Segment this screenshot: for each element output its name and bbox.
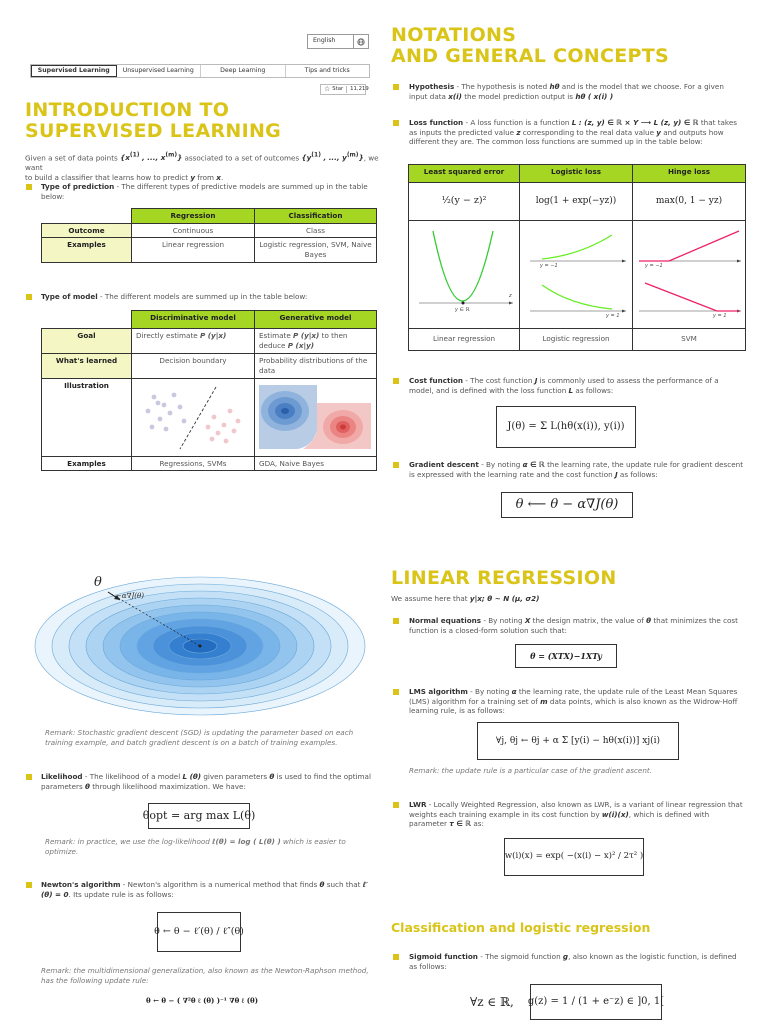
plot-hinge-loss	[633, 221, 746, 329]
cell-linear-regression: Linear regression	[132, 238, 255, 262]
language-selector[interactable]	[307, 34, 369, 49]
page-title	[25, 100, 281, 143]
language-label: English	[313, 37, 336, 45]
label-y-in-r: y ∈ ℝ	[455, 307, 470, 313]
gradient-descent-formula: θ ⟵ θ − α∇J(θ)	[501, 492, 633, 518]
bullet-square	[393, 84, 399, 90]
intro-paragraph: Given a set of data points {$x^{(1)}$ , ..., $x^{(m)}$} associated to a set of outcomes {$y^{(1)}$ , ..., $y^{(m)}$}, we want to build a classifier that learns how to predict y from x.	[25, 152, 379, 182]
model-logistic-regression: Logistic regression	[520, 328, 633, 350]
tab-supervised-learning[interactable]: Supervised Learning	[31, 65, 117, 77]
tab-tips-and-tricks[interactable]: Tips and tricks	[304, 66, 350, 74]
cell-class: Class	[255, 223, 377, 238]
linear-regression-title: LINEAR REGRESSION	[391, 567, 617, 589]
col-classification: Classification	[255, 209, 377, 224]
gradient-descent-contour-figure	[30, 570, 380, 720]
label-y-1: y = 1	[606, 313, 620, 319]
normal-equations-formula: θ = (XTX)−1XTy	[515, 644, 617, 668]
label-y-1: y = 1	[713, 313, 727, 319]
likelihood-text: Likelihood - The likelihood of a model L (θ) given parameters θ is used to find the optimal parameters θ through likelihood maximization. We have:	[41, 772, 371, 791]
bullet-square	[26, 294, 32, 300]
lms-formula: ∀j, θj ← θj + α Σ [y(i) − hθ(x(i))] xj(i)	[477, 722, 679, 760]
remark-lms: Remark: the update rule is a particular case of the gradient ascent.	[409, 766, 652, 775]
tab-deep-learning[interactable]: Deep Learning	[201, 65, 286, 77]
label-z: z	[509, 293, 512, 299]
discriminative-illustration	[132, 379, 255, 457]
lr-assumption: We assume here that y|x; θ ∼ N (μ, σ2)	[391, 594, 540, 603]
gradient-descent-text: Gradient descent - By noting α ∈ ℝ the learning rate, the update rule for gradient descent is expressed with the learning rate and the cost function J as follows:	[409, 460, 744, 479]
model-linear-regression: Linear regression	[409, 328, 520, 350]
tab-unsupervised-learning[interactable]: Unsupervised Learning	[117, 65, 202, 77]
model-svm: SVM	[633, 328, 746, 350]
lms-algorithm-text: LMS algorithm - By noting α the learning rate, the update rule of the Least Mean Squares (LMS) algorithm for a training set of m data points, which is also known as the Widrow-Hoff learning rule, is as follows:	[409, 687, 738, 716]
title-line-2: AND GENERAL CONCEPTS	[391, 45, 669, 68]
newton-raphson-formula: θ ← θ − ( ∇²θ ℓ (θ) )⁻¹ ∇θ ℓ (θ)	[146, 996, 259, 1005]
col-least-squared-error: Least squared error	[409, 165, 520, 183]
hypothesis-text: Hypothesis - The hypothesis is noted hθ and is the model that we choose. For a given input data x(i) the model prediction output is hθ ( x(i) )	[409, 82, 724, 101]
cell-decision-boundary: Decision boundary	[132, 354, 255, 379]
row-examples-2: Examples	[42, 456, 132, 471]
classification-title: Classification and logistic regression	[391, 920, 651, 935]
bullet-square	[393, 618, 399, 624]
cell-gda-nb: GDA, Naive Bayes	[255, 456, 377, 471]
loss-function-text: Loss function - A loss function is a function L : (z, y) ∈ ℝ × Y ⟶ L (z, y) ∈ ℝ that takes as inputs the predicted value z corresponding to the real data value y and outputs how different they are. The common loss functions are summed up in the table below:	[409, 118, 738, 147]
cost-function-text: Cost function - The cost function J is commonly used to assess the performance of a model, and is defined with the loss function L as follows:	[409, 376, 719, 395]
notations-title	[391, 25, 669, 68]
bullet-square	[393, 378, 399, 384]
newtons-algorithm-text: Newton's algorithm - Newton's algorithm is a numerical method that finds θ such that ℓ′ (θ) = 0. Its update rule is as follows:	[41, 880, 368, 899]
type-of-prediction-text: Type of prediction - The different types of predictive models are summed up in the table below:	[41, 182, 368, 201]
title-line-2: SUPERVISED LEARNING	[25, 120, 282, 143]
likelihood-formula: θopt = arg max L(θ)	[148, 803, 250, 829]
cell-logistic-svm-nb: Logistic regression, SVM, Naive Bayes	[255, 238, 377, 262]
bullet-square	[393, 120, 399, 126]
label-y-minus-1: y = −1	[645, 263, 663, 269]
cell-goal-generative: Estimate P (y|x) to then deduce P (x|y)	[255, 329, 377, 354]
formula-least-squared: ½(y − z)²	[409, 183, 520, 221]
col-logistic-loss: Logistic loss	[520, 165, 633, 183]
globe-icon	[353, 35, 368, 48]
cell-goal-discriminative: Directly estimate P (y|x)	[132, 329, 255, 354]
formula-hinge: max(0, 1 − yz)	[633, 183, 746, 221]
bullet-square	[26, 774, 32, 780]
row-illustration: Illustration	[42, 379, 132, 457]
row-examples: Examples	[42, 238, 132, 262]
row-outcome: Outcome	[42, 223, 132, 238]
newton-formula: θ ← θ − ℓ′(θ) / ℓ″(θ)	[157, 912, 241, 952]
title-line-1: NOTATIONS	[391, 24, 517, 46]
star-label: Star	[332, 85, 344, 92]
col-generative: Generative model	[255, 311, 377, 329]
cell-regressions-svms: Regressions, SVMs	[132, 456, 255, 471]
lwr-text: LWR - Locally Weighted Regression, also known as LWR, is a variant of linear regression that weights each training example in its cost function by w(i)(x), which is defined with parameter τ ∈ ℝ as:	[409, 800, 743, 829]
label-y-minus-1: y = −1	[540, 263, 558, 269]
cost-formula: J(θ) = Σ L(hθ(x(i)), y(i))	[496, 406, 636, 448]
model-table	[41, 310, 377, 471]
remark-log-likelihood: Remark: in practice, we use the log-likelihood ℓ(θ) = log ( L(θ) ) which is easier to optimize.	[45, 837, 346, 856]
remark-newton-raphson: Remark: the multidimensional generalization, also known as the Newton-Raphson method, has the following update rule:	[41, 966, 369, 985]
prediction-table	[41, 208, 377, 263]
sigmoid-function-text: Sigmoid function - The sigmoid function g, also known as the logistic function, is defined as follows:	[409, 952, 737, 971]
star-count: 11,219	[346, 86, 369, 93]
plot-squared-loss	[409, 221, 520, 329]
bullet-square	[26, 882, 32, 888]
type-of-model-text: Type of model - The different models are summed up in the table below:	[41, 292, 308, 301]
title-line-1: INTRODUCTION TO	[25, 99, 230, 121]
formula-logistic: log(1 + exp(−yz))	[520, 183, 633, 221]
star-icon: ☆	[324, 84, 331, 93]
col-discriminative: Discriminative model	[132, 311, 255, 329]
tab-bar	[30, 64, 370, 78]
normal-equations-text: Normal equations - By noting X the design matrix, the value of θ that minimizes the cost function is a closed-form solution such that:	[409, 616, 738, 635]
bullet-square	[26, 184, 32, 190]
cell-continuous: Continuous	[132, 223, 255, 238]
plot-logistic-loss	[520, 221, 633, 329]
github-star-button[interactable]	[320, 84, 369, 95]
theta-label: θ	[94, 575, 102, 590]
gradient-label: −α∇J(θ)	[116, 592, 144, 600]
cell-prob-distributions: Probability distributions of the data	[255, 354, 377, 379]
sigmoid-formula: g(z) = 1 / (1 + e⁻z) ∈ ]0, 1[	[530, 984, 662, 1020]
sigmoid-forall: ∀z ∈ ℝ,	[470, 995, 514, 1009]
loss-table	[408, 164, 746, 351]
generative-illustration	[255, 379, 377, 457]
row-goal: Goal	[42, 329, 132, 354]
lwr-formula: w(i)(x) = exp( −(x(i) − x)² / 2τ² )	[504, 838, 644, 876]
col-hinge-loss: Hinge loss	[633, 165, 746, 183]
bullet-square	[393, 954, 399, 960]
bullet-square	[393, 802, 399, 808]
row-whats-learned: What's learned	[42, 354, 132, 379]
remark-sgd: Remark: Stochastic gradient descent (SGD) is updating the parameter based on each training example, and batch gradient descent is on a batch of training examples.	[45, 728, 354, 747]
col-regression: Regression	[132, 209, 255, 224]
bullet-square	[393, 689, 399, 695]
bullet-square	[393, 462, 399, 468]
